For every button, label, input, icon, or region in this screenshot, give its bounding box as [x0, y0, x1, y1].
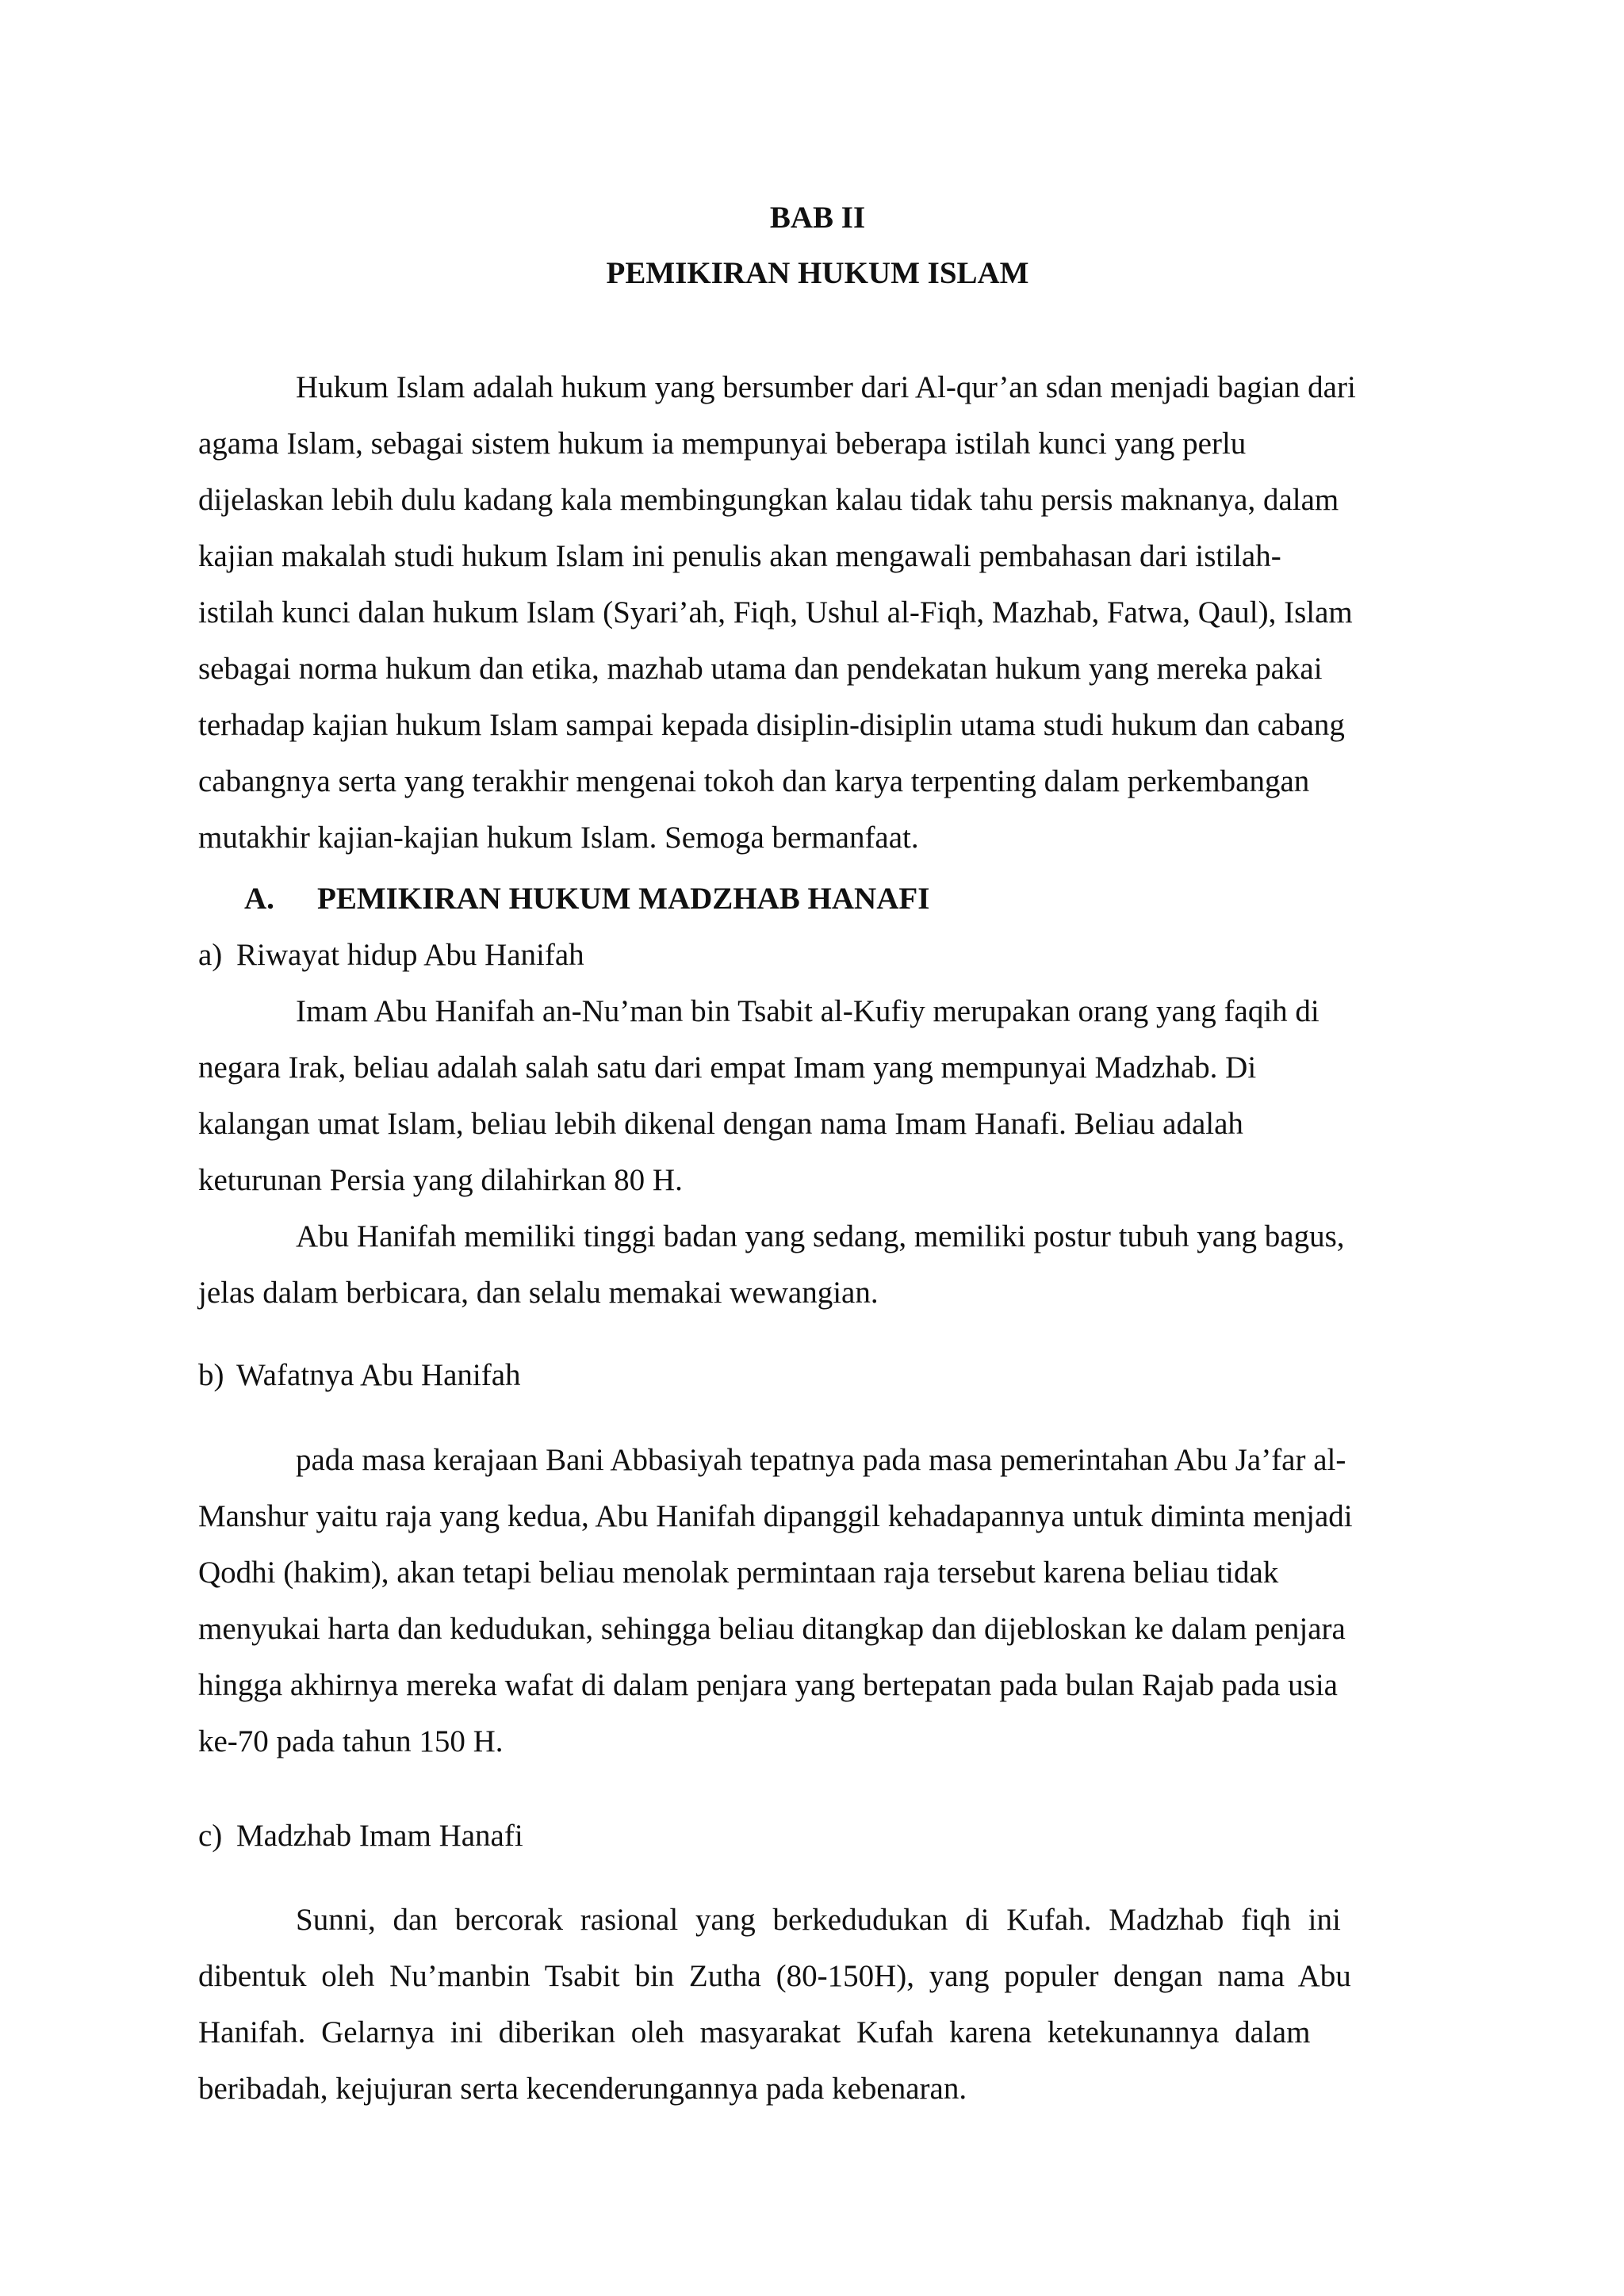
- sub-a-line: Imam Abu Hanifah an-Nu’man bin Tsabit al-Kufiy merupakan orang yang faqih di: [296, 994, 1320, 1028]
- sub-c-title: Madzhab Imam Hanafi: [236, 1819, 523, 1853]
- sub-a-paragraph-1: [198, 983, 1437, 1208]
- intro-line: kajian makalah studi hukum Islam ini penulis akan mengawali pembahasan dari istilah-: [198, 539, 1281, 573]
- intro-line: dijelaskan lebih dulu kadang kala membingungkan kalau tidak tahu persis maknanya, dalam: [198, 483, 1339, 517]
- sub-b-heading: [198, 1347, 521, 1403]
- sub-a-line: keturunan Persia yang dilahirkan 80 H.: [198, 1163, 683, 1197]
- sub-c-line: Hanifah. Gelarnya ini diberikan oleh masyarakat Kufah karena ketekunannya dalam: [198, 2015, 1311, 2049]
- intro-line: mutakhir kajian-kajian hukum Islam. Semoga bermanfaat.: [198, 821, 919, 855]
- sub-b-paragraph: [198, 1432, 1437, 1770]
- chapter-title: PEMIKIRAN HUKUM ISLAM: [606, 256, 1029, 290]
- intro-line: istilah kunci dalan hukum Islam (Syari’ah, Fiqh, Ushul al-Fiqh, Mazhab, Fatwa, Qaul), Islam: [198, 595, 1353, 629]
- sub-a-marker: a): [198, 938, 223, 972]
- sub-c-line: Sunni, dan bercorak rasional yang berkedudukan di Kufah. Madzhab fiqh ini: [296, 1903, 1341, 1937]
- sub-a-title: Riwayat hidup Abu Hanifah: [236, 938, 584, 972]
- sub-b-line: menyukai harta dan kedudukan, sehingga beliau ditangkap dan dijebloskan ke dalam penjara: [198, 1612, 1346, 1646]
- chapter-label: BAB II: [769, 201, 866, 235]
- sub-b-marker: b): [198, 1358, 224, 1392]
- sub-a-heading: [198, 927, 584, 983]
- sub-c-marker: c): [198, 1819, 223, 1853]
- sub-c-line: dibentuk oleh Nu’manbin Tsabit bin Zutha (80-150H), yang populer dengan nama Abu: [198, 1959, 1351, 1993]
- section-a-title: PEMIKIRAN HUKUM MADZHAB HANAFI: [317, 882, 930, 916]
- sub-a-paragraph-2: [198, 1208, 1437, 1321]
- sub-c-line: beribadah, kejujuran serta kecenderungannya pada kebenaran.: [198, 2072, 967, 2106]
- sub-b-line: Manshur yaitu raja yang kedua, Abu Hanifah dipanggil kehadapannya untuk diminta menjadi: [198, 1499, 1353, 1533]
- sub-b-line: pada masa kerajaan Bani Abbasiyah tepatnya pada masa pemerintahan Abu Ja’far al-: [296, 1443, 1346, 1477]
- intro-line: sebagai norma hukum dan etika, mazhab utama dan pendekatan hukum yang mereka pakai: [198, 652, 1323, 686]
- intro-line: terhadap kajian hukum Islam sampai kepada disiplin-disiplin utama studi hukum dan cabang: [198, 708, 1345, 742]
- sub-b-line: Qodhi (hakim), akan tetapi beliau menolak permintaan raja tersebut karena beliau tidak: [198, 1556, 1279, 1590]
- sub-c-heading: [198, 1808, 523, 1864]
- sub-b-title: Wafatnya Abu Hanifah: [236, 1358, 521, 1392]
- sub-b-line: hingga akhirnya mereka wafat di dalam penjara yang bertepatan pada bulan Rajab pada usia: [198, 1668, 1338, 1702]
- sub-a-line: kalangan umat Islam, beliau lebih dikenal dengan nama Imam Hanafi. Beliau adalah: [198, 1107, 1243, 1141]
- sub-a-line: negara Irak, beliau adalah salah satu dari empat Imam yang mempunyai Madzhab. Di: [198, 1050, 1257, 1085]
- sub-a-line: Abu Hanifah memiliki tinggi badan yang sedang, memiliki postur tubuh yang bagus,: [296, 1219, 1345, 1253]
- sub-c-paragraph: [198, 1892, 1437, 2117]
- intro-line: Hukum Islam adalah hukum yang bersumber dari Al-qur’an sdan menjadi bagian dari: [296, 370, 1356, 404]
- section-a-marker: A.: [244, 882, 274, 916]
- intro-line: agama Islam, sebagai sistem hukum ia mempunyai beberapa istilah kunci yang perlu: [198, 427, 1247, 461]
- section-a-heading: [244, 871, 929, 927]
- sub-b-line: ke-70 pada tahun 150 H.: [198, 1724, 504, 1758]
- sub-a-line: jelas dalam berbicara, dan selalu memakai wewangian.: [198, 1276, 879, 1310]
- intro-line: cabangnya serta yang terakhir mengenai tokoh dan karya terpenting dalam perkembangan: [198, 764, 1310, 798]
- intro-paragraph: [198, 359, 1437, 866]
